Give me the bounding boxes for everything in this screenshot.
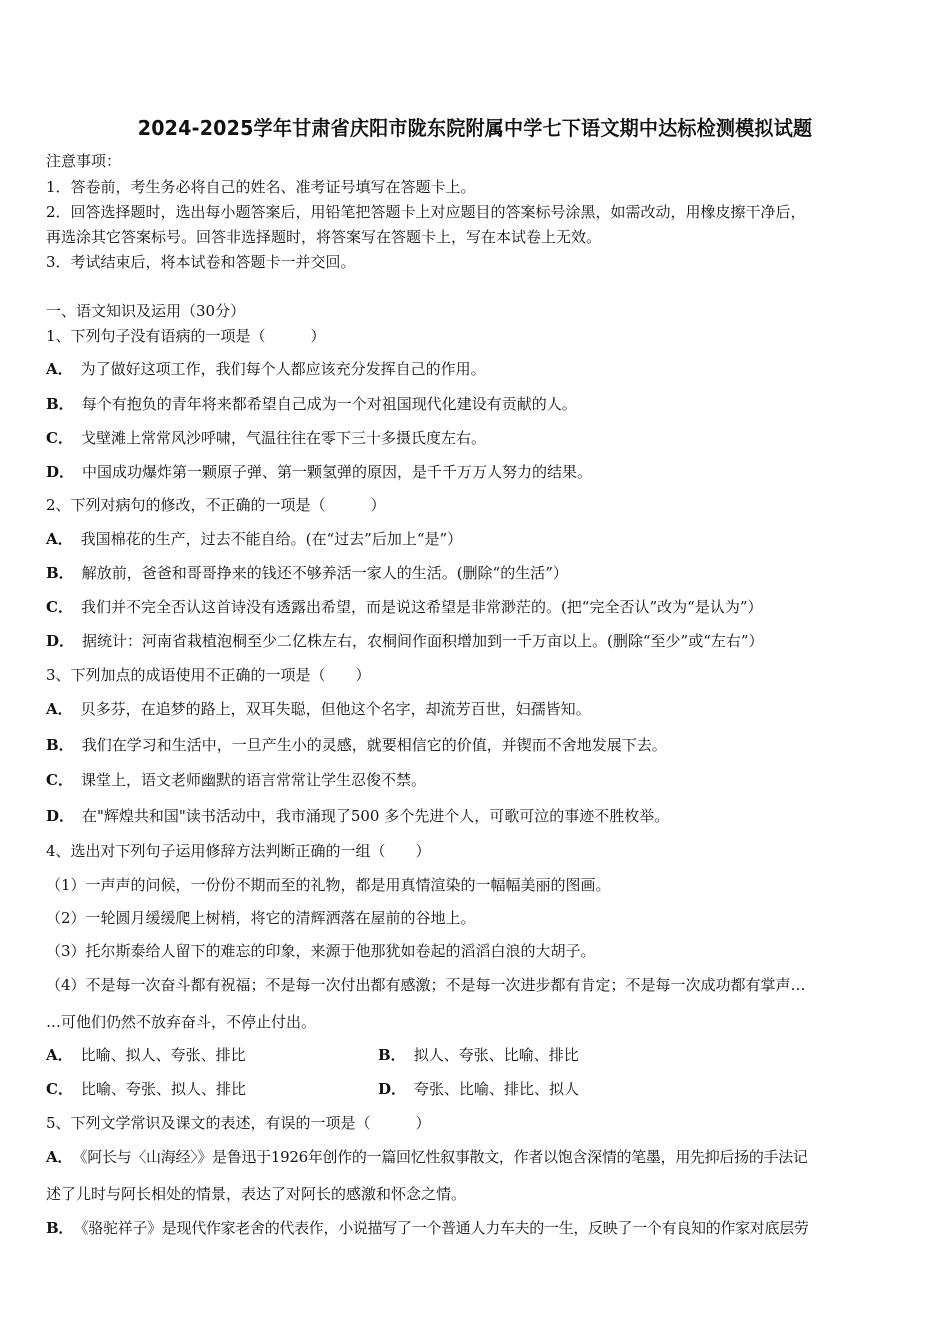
- option-text: 我国棉花的生产，过去不能自给。(在“过去”后加上“是”）: [80, 530, 463, 548]
- option-label: A．: [46, 1148, 73, 1166]
- option-text: 比喻、拟人、夸张、排比: [80, 1046, 246, 1064]
- option-a-continued: 述了儿时与阿长相处的情景，表达了对阿长的感激和怀念之情。: [46, 1185, 467, 1203]
- option-c: [46, 770, 426, 790]
- option-label: B．: [378, 1046, 406, 1064]
- option-b: [378, 1045, 579, 1065]
- option-label: D．: [46, 463, 75, 481]
- option-label: B．: [46, 395, 74, 413]
- question-stem: 3、下列加点的成语使用不正确的一项是（ ）: [46, 666, 371, 684]
- option-label: B．: [46, 736, 74, 754]
- option-text: 据统计：河南省栽植泡桐至少二亿株左右，农桐间作面积增加到一千万亩以上。(删除“至少”或“左右”）: [82, 632, 764, 650]
- option-label: C．: [46, 598, 73, 616]
- notice-item: 再选涂其它答案标号。回答非选择题时，将答案写在答题卡上，写在本试卷上无效。: [46, 228, 602, 246]
- option-label: B．: [46, 1219, 74, 1237]
- option-label: A．: [46, 530, 73, 548]
- option-label: D．: [46, 632, 75, 650]
- option-a: [46, 359, 486, 379]
- notice-item: 1．答卷前，考生务必将自己的姓名、准考证号填写在答题卡上。: [46, 178, 476, 196]
- q4-sentence: （1）一声声的问候，一份份不期而至的礼物，都是用真情渲染的一幅幅美丽的图画。: [46, 876, 611, 894]
- option-label: A．: [46, 700, 73, 718]
- option-label: C．: [46, 1080, 73, 1098]
- option-text: 我们在学习和生活中，一旦产生小的灵感，就要相信它的价值，并锲而不舍地发展下去。: [81, 736, 667, 754]
- option-a: [46, 699, 591, 719]
- option-text: 每个有抱负的青年将来都希望自己成为一个对祖国现代化建设有贡献的人。: [81, 395, 577, 413]
- option-b: [46, 1218, 809, 1238]
- option-label: D．: [46, 807, 75, 825]
- option-text: 我们并不完全否认这首诗没有透露出希望，而是说这希望是非常渺茫的。(把“完全否认”改为“是认为”）: [80, 598, 763, 616]
- option-text: 拟人、夸张、比喻、排比: [413, 1046, 579, 1064]
- option-text: 戈壁滩上常常风沙呼啸，气温往往在零下三十多摄氏度左右。: [80, 429, 486, 447]
- question-stem: 4、选出对下列句子运用修辞方法判断正确的一组（ ）: [46, 842, 431, 860]
- option-text: 《阿长与〈山海经〉》是鲁迅于1926年创作的一篇回忆性叙事散文，作者以饱含深情的笔墨，用先抑后扬的手法记: [80, 1148, 808, 1166]
- option-c: [46, 597, 762, 617]
- exam-title: 2024-2025学年甘肃省庆阳市陇东院附属中学七下语文期中达标检测模拟试题: [137, 116, 813, 140]
- option-a: [46, 1045, 246, 1065]
- question-stem: 1、下列句子没有语病的一项是（ ）: [46, 327, 326, 345]
- option-text: 解放前，爸爸和哥哥挣来的钱还不够养活一家人的生活。(删除“的生活”）: [81, 564, 568, 582]
- option-text: 贝多芬，在追梦的路上，双耳失聪，但他这个名字，却流芳百世，妇孺皆知。: [80, 700, 591, 718]
- q4-sentence: （2）一轮圆月缓缓爬上树梢，将它的清辉洒落在屋前的谷地上。: [46, 909, 476, 927]
- option-text: 夸张、比喻、排比、拟人: [414, 1080, 580, 1098]
- option-d: [46, 462, 592, 482]
- option-d: [378, 1079, 579, 1099]
- option-text: 比喻、夸张、拟人、排比: [80, 1080, 246, 1098]
- option-b: [46, 735, 667, 755]
- option-text: 中国成功爆炸第一颗原子弹、第一颗氢弹的原因，是千千万万人努力的结果。: [82, 463, 593, 481]
- option-c: [46, 1079, 246, 1099]
- option-a: [46, 1147, 808, 1167]
- option-label: D．: [378, 1080, 407, 1098]
- option-text: 课堂上，语文老师幽默的语言常常让学生忍俊不禁。: [80, 771, 426, 789]
- option-c: [46, 428, 486, 448]
- option-d: [46, 631, 764, 651]
- notice-item: 3．考试结束后，将本试卷和答题卡一并交回。: [46, 253, 356, 271]
- option-label: B．: [46, 564, 74, 582]
- option-text: 为了做好这项工作，我们每个人都应该充分发挥自己的作用。: [80, 360, 486, 378]
- option-label: A．: [46, 360, 73, 378]
- q4-sentence: （4）不是每一次奋斗都有祝福；不是每一次付出都有感激；不是每一次进步都有肯定；不是每一次成功都有掌声…: [46, 976, 806, 994]
- option-label: C．: [46, 429, 73, 447]
- notice-heading: 注意事项：: [46, 152, 122, 170]
- option-text: 在"辉煌共和国"读书活动中，我市涌现了500 多个先进个人，可歌可泣的事迹不胜枚举。: [82, 807, 670, 825]
- section-heading: 一、语文知识及运用（30分）: [46, 302, 246, 320]
- option-b: [46, 563, 568, 583]
- q4-sentence: （3）托尔斯泰给人留下的难忘的印象，来源于他那犹如卷起的滔滔白浪的大胡子。: [46, 942, 596, 960]
- option-a: [46, 529, 462, 549]
- q4-sentence: …可他们仍然不放弃奋斗，不停止付出。: [46, 1013, 317, 1031]
- option-text: 《骆驼祥子》是现代作家老舍的代表作，小说描写了一个普通人力车夫的一生，反映了一个有良知的作家对底层劳: [81, 1219, 809, 1237]
- question-stem: 5、下列文学常识及课文的表述，有误的一项是（ ）: [46, 1114, 431, 1132]
- option-d: [46, 806, 669, 826]
- option-label: C．: [46, 771, 73, 789]
- option-b: [46, 394, 577, 414]
- question-stem: 2、下列对病句的修改，不正确的一项是（ ）: [46, 496, 386, 514]
- option-label: A．: [46, 1046, 73, 1064]
- notice-item: 2．回答选择题时，选出每小题答案后，用铅笔把答题卡上对应题目的答案标号涂黑，如需改动，用橡皮擦干净后，: [46, 203, 806, 221]
